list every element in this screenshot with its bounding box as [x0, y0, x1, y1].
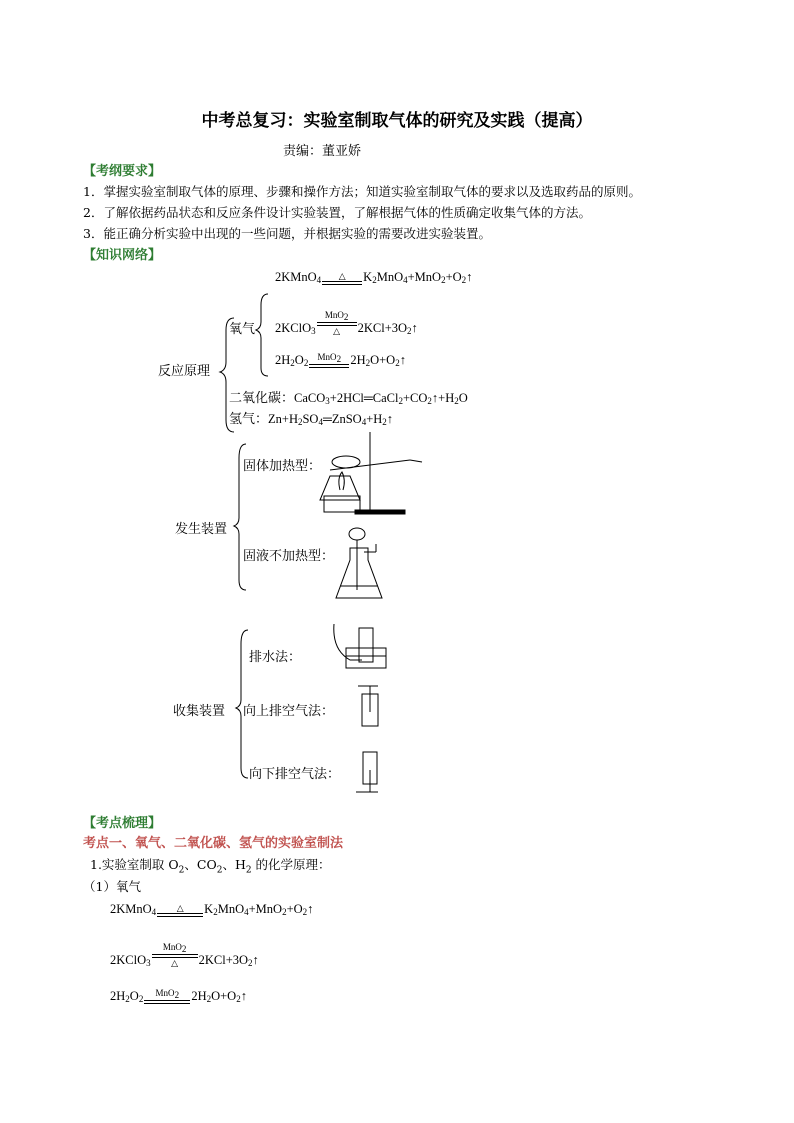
- net-h2: 氢气：$Zn+H_2SO_4═ZnSO_4+H_2↑$: [229, 412, 394, 427]
- net-generator: 发生装置: [175, 522, 228, 537]
- requirement-2: 2．了解依据药品状态和反应条件设计实验装置，了解根据气体的性质确定收集气体的方法。: [83, 205, 591, 220]
- net-eq-h2o2: $2H_2O_2$ MnO$_2$ $2H_2O+O_2↑$: [275, 352, 406, 368]
- apparatus-solid-liquid: [336, 528, 382, 598]
- page-title: 中考总复习：实验室制取气体的研究及实践（提高）: [201, 111, 593, 131]
- apparatus-down-air: [356, 752, 378, 792]
- net-down-air: 向下排空气法：: [249, 767, 341, 782]
- net-up-air: 向上排空气法：: [243, 704, 335, 719]
- net-reaction-principle: 反应原理: [158, 364, 211, 379]
- net-solid-heat: 固体加热型：: [243, 459, 322, 474]
- net-oxygen: 氧气: [229, 322, 256, 337]
- bracket-reaction: [220, 318, 234, 432]
- bracket-oxygen: [256, 294, 268, 376]
- requirement-3: 3．能正确分析实验中出现的一些问题，并根据实验的需要改进实验装置。: [83, 226, 491, 241]
- apparatus-solid-heat: [320, 432, 422, 514]
- section-points: 【考点梳理】: [83, 816, 162, 831]
- net-co2: 二氧化碳：$CaCO_3+2HCl═CaCl_2+CO_2↑+H_2O$: [229, 391, 468, 406]
- requirement-1: 1．掌握实验室制取气体的原理、步骤和操作方法；知道实验室制取气体的要求以及选取药品的原则。: [83, 184, 641, 199]
- net-eq-kmno4: 2KMnO$_4$ △ $K_2MnO_4+MnO_2+O_2↑$: [275, 270, 473, 285]
- author-line: 责编：董亚娇: [283, 144, 362, 159]
- bracket-collector: [236, 630, 248, 778]
- apparatus-up-air: [358, 686, 378, 726]
- bracket-generator: [234, 444, 246, 590]
- apparatus-water: [334, 624, 386, 668]
- net-collector: 收集装置: [173, 704, 226, 719]
- eq-h2o2: $2H_2O_2$ MnO$_2$ $2H_2O+O_2↑$: [110, 988, 247, 1004]
- section-network: 【知识网络】: [83, 248, 162, 263]
- point1-item: 1.实验室制取 $O_2$、$CO_2$、$H_2$ 的化学原理：: [90, 857, 331, 876]
- eq-kclo3: 2KClO$_3$ MnO$_2$ △ $2KCl+3O_2↑$: [110, 942, 259, 968]
- net-eq-kclo3: 2KClO$_3$ MnO$_2$ △ $2KCl+3O_2↑$: [275, 310, 418, 336]
- eq-kmno4: 2KMnO$_4$ △ $K_2MnO_4+MnO_2+O_2↑$: [110, 902, 314, 917]
- net-water: 排水法：: [249, 650, 302, 665]
- section-kaogang: 【考纲要求】: [83, 164, 162, 179]
- point1-sub: （1）氧气: [83, 879, 141, 894]
- point1-title: 考点一、氧气、二氧化碳、氢气的实验室制法: [83, 836, 344, 851]
- net-solid-liquid: 固液不加热型：: [243, 549, 335, 564]
